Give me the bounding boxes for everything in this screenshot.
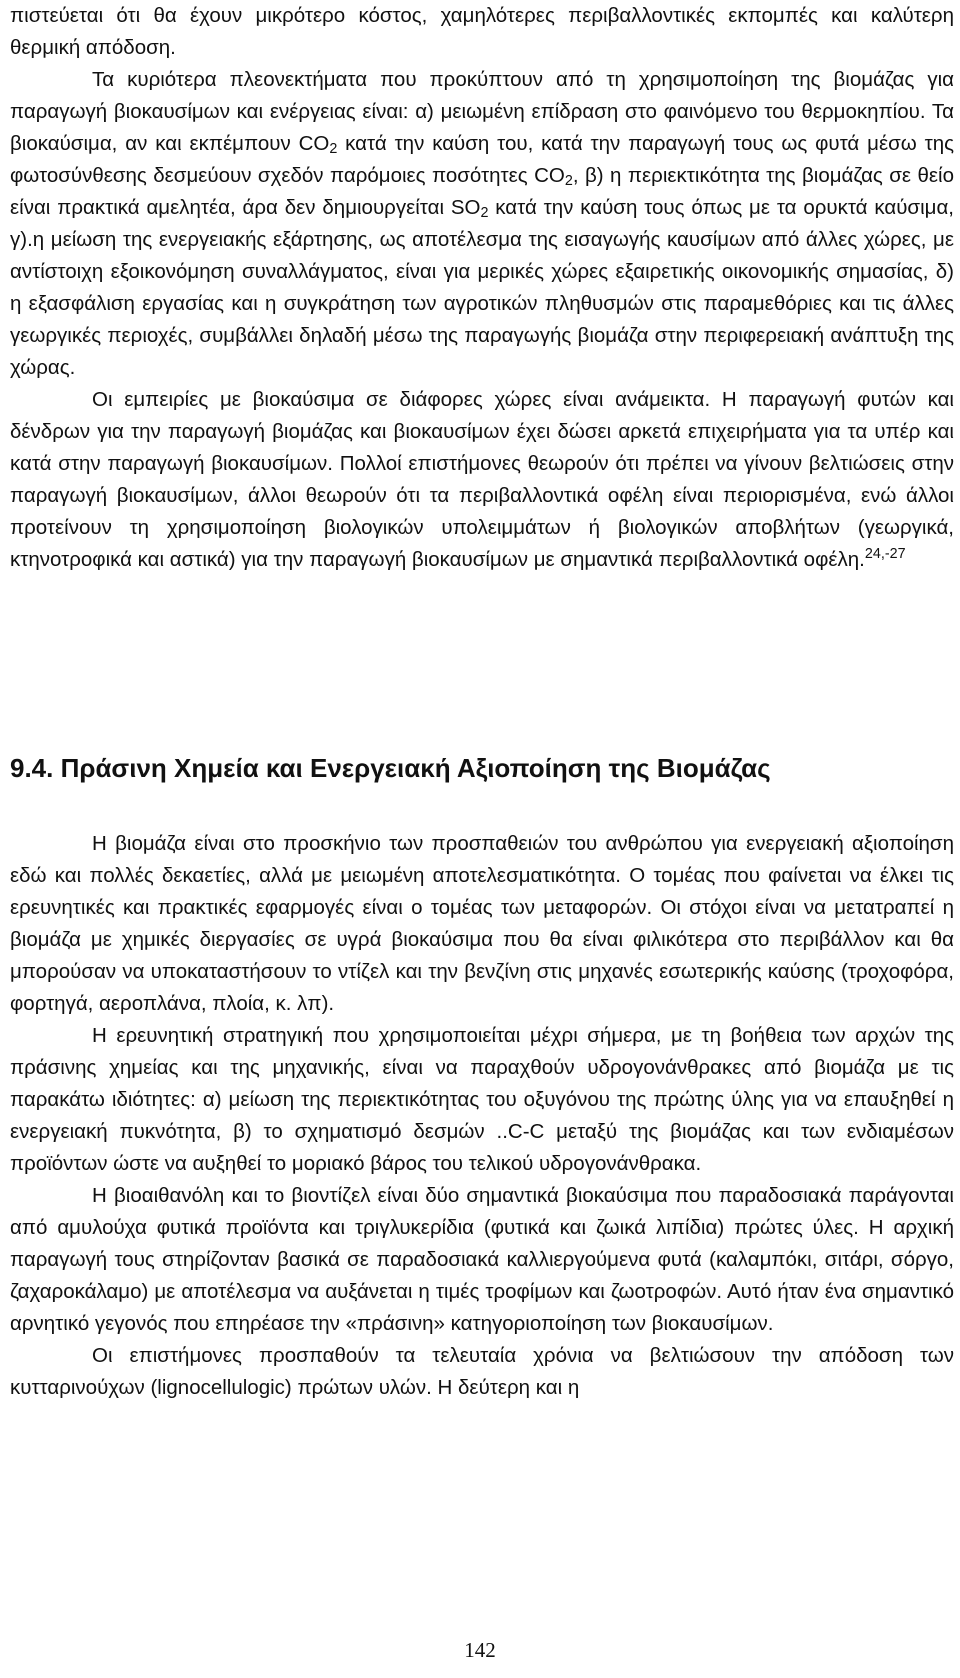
paragraph-advantages	[10, 64, 954, 384]
paragraph-text: κατά την καύση του, κατά την παραγωγή τους ως φυτά μέσω της φωτοσύνθεσης δεσμεύουν σχεδόν παρόμοιες ποσότητες CO	[10, 132, 954, 187]
reference-superscript: 24,-27	[864, 546, 906, 563]
paragraph-text: Η βιομάζα είναι στο προσκήνιο των προσπαθειών του ανθρώπου για ενεργειακή αξιοποίηση εδώ και πολλές δεκαετίες, αλλά με μειωμένη αποτελεσματικότητα. Ο τομέας που φαίνεται να έλκει τις ερευνητικές και πρακτικές εφαρμογές είναι ο τομέας των μεταφορών. Οι στόχοι είναι να μετατραπεί η βιομάζα με χημικές διεργασίες σε υγρά βιοκαύσιμα που θα είναι φιλικότερα στο περιβάλλον και θα μπορούσαν να υποκαταστήσουν το ντίζελ και την βενζίνη στις μηχανές εσωτερικής καύσης (τροχοφόρα, φορτηγά, αεροπλάνα, πλοία, κ. λπ).	[10, 832, 954, 1015]
paragraph-text: Η ερευνητική στρατηγική που χρησιμοποιείται μέχρι σήμερα, με τη βοήθεια των αρχών της πράσινης χημείας και της μηχανικής, είναι να παραχθούν υδρογονάνθρακες από βιομάζα με τις παρακάτω ιδιότητες: α) μείωση της περιεκτικότητας του οξυγόνου της πρώτης ύλης για να επαυξηθεί η ενεργειακή πυκνότητα, β) το σχηματισμό δεσμών ..C-C μεταξύ της βιομάζας και των ενδιαμέσων προϊόντων ώστε να αυξηθεί το μοριακό βάρος του τελικού υδρογονάνθρακα.	[10, 1024, 954, 1175]
paragraph-experiences	[10, 384, 954, 576]
section-heading: 9.4. Πράσινη Χημεία και Ενεργειακή Αξιοποίηση της Βιομάζας	[10, 753, 771, 783]
paragraph-continuation	[10, 0, 954, 64]
paragraph-text: , β) η περιεκτικότητα της βιομάζας σε θείο είναι πρακτικά αμελητέα, άρα δεν δημιουργείται SO	[10, 164, 954, 219]
paragraph-text: πιστεύεται ότι θα έχουν μικρότερο κόστος, χαμηλότερες περιβαλλοντικές εκπομπές και καλύτερη θερμική απόδοση.	[10, 4, 954, 59]
paragraph-text: κατά την καύση τους όπως με τα ορυκτά καύσιμα, γ).η μείωση της ενεργειακής εξάρτησης, ως αποτέλεσμα της εισαγωγής καυσίμων από άλλες χώρες, με αντίστοιχη εξοικονόμηση συναλλάγματος, είναι για μερικές χώρες εξαιρετικής οικονομικής σημασίας, δ) η εξασφάλιση εργασίας και η συγκράτηση των αγροτικών πληθυσμών στις παραμεθόριες και τις άλλες γεωργικές περιοχές, συμβάλλει δηλαδή μέσω της παραγωγής βιομάζα στην περιφερειακή ανάπτυξη της χώρας.	[10, 196, 954, 379]
text-block-upper	[10, 0, 954, 576]
paragraph-strategy	[10, 1020, 954, 1180]
subscript: 2	[480, 204, 489, 221]
paragraph-text: Η βιοαιθανόλη και το βιοντίζελ είναι δύο σημαντικά βιοκαύσιμα που παραδοσιακά παράγονται από αμυλούχα φυτικά προϊόντα και τριγλυκερίδια (φυτικά και ζωικά λιπίδια) πρώτες ύλες. Η αρχική παραγωγή τους στηρίζονταν βασικά σε παραδοσιακά καλλιεργούμενα φυτά (καλαμπόκι, σιτάρι, σόργο, ζαχαροκάλαμο) με αποτέλεσμα να αυξάνεται η τιμές τροφίμων και ζωοτροφών. Αυτό ήταν ένα σημαντικό αρνητικό γεγονός που επηρέασε την «πράσινη» κατηγοριοποίηση των βιοκαυσίμων.	[10, 1184, 954, 1335]
paragraph-text: Οι εμπειρίες με βιοκαύσιμα σε διάφορες χώρες είναι ανάμεικτα. Η παραγωγή φυτών και δένδρων για την παραγωγή βιομάζας και βιοκαυσίμων έχει δώσει αρκετά επιχειρήματα για τα υπέρ και κατά στην παραγωγή βιοκαυσίμων. Πολλοί επιστήμονες θεωρούν ότι πρέπει να γίνουν βελτιώσεις στην παραγωγή βιοκαυσίμων, άλλοι θεωρούν ότι τα περιβαλλοντικά οφέλη είναι περιορισμένα, ενώ άλλοι προτείνουν τη χρησιμοποίηση βιολογικών υπολειμμάτων ή βιολογικών αποβλήτων (γεωργικά, κτηνοτροφικά και αστικά) για την παραγωγή βιοκαυσίμων με σημαντικά περιβαλλοντικά οφέλη.	[10, 388, 954, 571]
subscript: 2	[329, 140, 338, 157]
paragraph-bioethanol	[10, 1180, 954, 1340]
paragraph-biomass	[10, 828, 954, 1020]
subscript: 2	[564, 172, 573, 189]
paragraph-text: Οι επιστήμονες προσπαθούν τα τελευταία χρόνια να βελτιώσουν την απόδοση των κυτταρινούχων (lignocellulogic) πρώτων υλών. Η δεύτερη και η	[10, 1344, 954, 1399]
page-number: 142	[464, 1638, 496, 1662]
text-block-lower	[10, 828, 954, 1404]
paragraph-text: Τα κυριότερα πλεονεκτήματα που προκύπτουν από τη χρησιμοποίηση της βιομάζας για παραγωγή βιοκαυσίμων και ενέργειας είναι: α) μειωμένη επίδραση στο φαινόμενο του θερμοκηπίου. Τα βιοκαύσιμα, αν και εκπέμπουν CO	[10, 68, 954, 155]
paragraph-lignocellulosic	[10, 1340, 954, 1404]
